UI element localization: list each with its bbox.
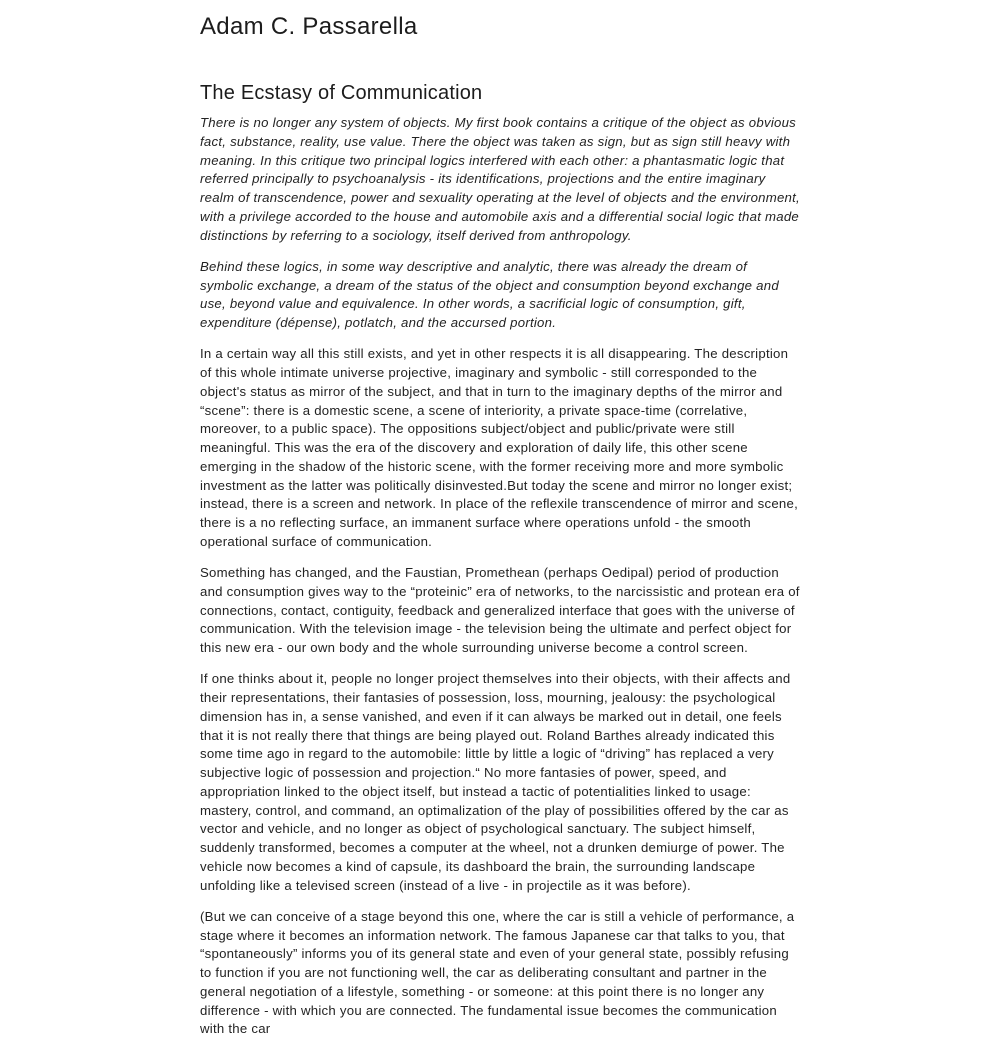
article — [200, 11, 802, 1037]
author-name: Adam C. Passarella — [200, 13, 418, 40]
article-body — [200, 114, 802, 1052]
paragraph-6: (But we can conceive of a stage beyond this one, where the car is still a vehicle of performance, a stage where it becomes an information network. The famous Japanese car that talks to you, that “spontaneously” informs you of its general state and even of your general state, possibly refusing to function if you are not functioning well, the car as deliberating consultant and partner in the general negotiation of a lifestyle, something - or someone: at this point there is no longer any difference - with which you are connected. The fundamental issue becomes the communication with the car — [200, 908, 795, 1037]
paragraph-5: If one thinks about it, people no longer project themselves into their objects, with their affects and their representations, their fantasies of possession, loss, mourning, jealousy: the psychological dimension has in, a sense vanished, and even if it can always be marked out in detail, one feels that it is not really there that things are being played out. Roland Barthes already indicated this some time ago in regard to the automobile: little by little a logic of “driving” has replaced a very subjective logic of possession and projection.“ No more fantasies of power, speed, and appropriation linked to the object itself, but instead a tactic of potentialities linked to usage: mastery, control, and command, an optimalization of the play of possibilities offered by the car as vector and vehicle, and no longer as object of psychological sanctuary. The subject himself, suddenly transformed, becomes a computer at the wheel, not a drunken demiurge of power. The vehicle now becomes a kind of capsule, its dashboard the brain, the surrounding landscape unfolding like a televised screen (instead of a live - in projectile as it was before). — [200, 671, 791, 893]
paragraph-2: Behind these logics, in some way descriptive and analytic, there was already the dream of symbolic exchange, a dream of the status of the object and consumption beyond exchange and use, beyond value and equivalence. In other words, a sacrificial logic of consumption, gift, expenditure (dépense), potlatch, and the accursed portion. — [200, 258, 779, 330]
paragraph-4: Something has changed, and the Faustian, Promethean (perhaps Oedipal) period of production and consumption gives way to the “proteinic” era of networks, to the narcissistic and protean era of connections, contact, contiguity, feedback and generalized interface that goes with the universe of communication. With the television image - the television being the ultimate and perfect object for this new era - our own body and the whole surrounding universe become a control screen. — [200, 565, 800, 655]
article-title: The Ecstasy of Communication — [200, 82, 483, 104]
paragraph-3: In a certain way all this still exists, and yet in other respects it is all disappearing. The description of this whole intimate universe projective, imaginary and symbolic - still corresponded to the object's status as mirror of the subject, and that in turn to the imaginary depths of the mirror and “scene”: there is a domestic scene, a scene of interiority, a private space-time (correlative, moreover, to a public space). The oppositions subject/object and public/private were still meaningful. This was the era of the discovery and exploration of daily life, this other scene emerging in the shadow of the historic scene, with the former receiving more and more symbolic investment as the latter was politically disinvested.But today the scene and mirror no longer exist; instead, there is a screen and network. In place of the reﬂexile transcendence of mirror and scene, there is a no reflecting surface, an immanent surface where operations unfold - the smooth operational surface of communication. — [200, 346, 798, 549]
paragraph-1: There is no longer any system of objects. My first book contains a critique of the object as obvious fact, substance, reality, use value. There the object was taken as sign, but as sign still heavy with meaning. In this critique two principal logics interfered with each other: a phantasmatic logic that referred principally to psychoanalysis - its identifications, projections and the entire imaginary realm of transcendence, power and sexuality operating at the level of objects and the environment, with a privilege accorded to the house and automobile axis and a differential social logic that made distinctions by referring to a sociology, itself derived from anthropology. — [200, 115, 800, 243]
